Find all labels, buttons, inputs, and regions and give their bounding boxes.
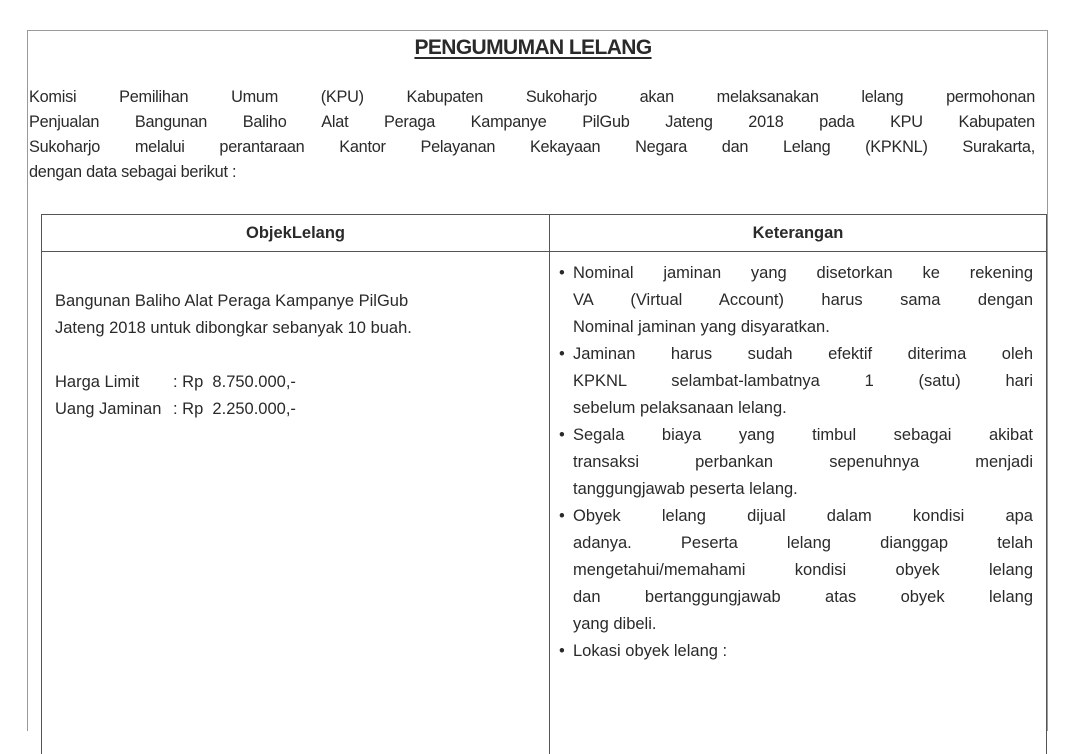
note-line: transaksi perbankan sepenuhnya menjadi (573, 449, 1033, 476)
uang-jaminan-label: Uang Jaminan (55, 396, 173, 423)
table-header-row (42, 215, 1047, 252)
intro-line: dengan data sebagai berikut : (29, 160, 1035, 185)
harga-limit (55, 369, 548, 396)
uang-jaminan (55, 396, 548, 423)
header-keterangan: Keterangan (550, 215, 1047, 252)
note-item (559, 503, 1033, 638)
note-item (559, 260, 1033, 341)
note-line: Nominal jaminan yang disyaratkan. (573, 314, 1033, 341)
object-line: Jateng 2018 untuk dibongkar sebanyak 10 buah. (55, 315, 548, 342)
page-title (0, 36, 1066, 60)
note-item (559, 638, 1033, 665)
intro-line: Komisi Pemilihan Umum (KPU) Kabupaten Sukoharjo akan melaksanakan lelang permohonan (29, 85, 1035, 110)
uang-jaminan-value: : Rp 2.250.000,- (173, 396, 296, 423)
intro-line: Sukoharjo melalui perantaraan Kantor Pelayanan Kekayaan Negara dan Lelang (KPKNL) Surakarta, (29, 135, 1035, 160)
table-row (42, 252, 1047, 754)
intro-paragraph (29, 85, 1035, 185)
note-item (559, 422, 1033, 503)
note-line: • Nominal jaminan yang disetorkan ke rekening (573, 260, 1033, 287)
note-line: • Obyek lelang dijual dalam kondisi apa (573, 503, 1033, 530)
harga-limit-value: : Rp 8.750.000,- (173, 369, 296, 396)
harga-limit-label: Harga Limit (55, 369, 173, 396)
auction-table (41, 214, 1047, 754)
note-line: KPKNL selambat-lambatnya 1 (satu) hari (573, 368, 1033, 395)
note-line: • Lokasi obyek lelang : (573, 638, 1033, 665)
note-line: VA (Virtual Account) harus sama dengan (573, 287, 1033, 314)
note-line: • Segala biaya yang timbul sebagai akibat (573, 422, 1033, 449)
note-line: sebelum pelaksanaan lelang. (573, 395, 1033, 422)
note-line: dan bertanggungjawab atas obyek lelang (573, 584, 1033, 611)
note-line: • Jaminan harus sudah efektif diterima oleh (573, 341, 1033, 368)
note-line: adanya. Peserta lelang dianggap telah (573, 530, 1033, 557)
object-cell (42, 252, 550, 754)
object-line: Bangunan Baliho Alat Peraga Kampanye PilGub (55, 288, 548, 315)
title-text: PENGUMUMAN LELANG (414, 36, 651, 59)
note-line: tanggungjawab peserta lelang. (573, 476, 1033, 503)
header-objek: ObjekLelang (42, 215, 550, 252)
note-line: yang dibeli. (573, 611, 1033, 638)
note-item (559, 341, 1033, 422)
note-line: mengetahui/memahami kondisi obyek lelang (573, 557, 1033, 584)
intro-line: Penjualan Bangunan Baliho Alat Peraga Kampanye PilGub Jateng 2018 pada KPU Kabupaten (29, 110, 1035, 135)
notes-cell (550, 252, 1047, 754)
